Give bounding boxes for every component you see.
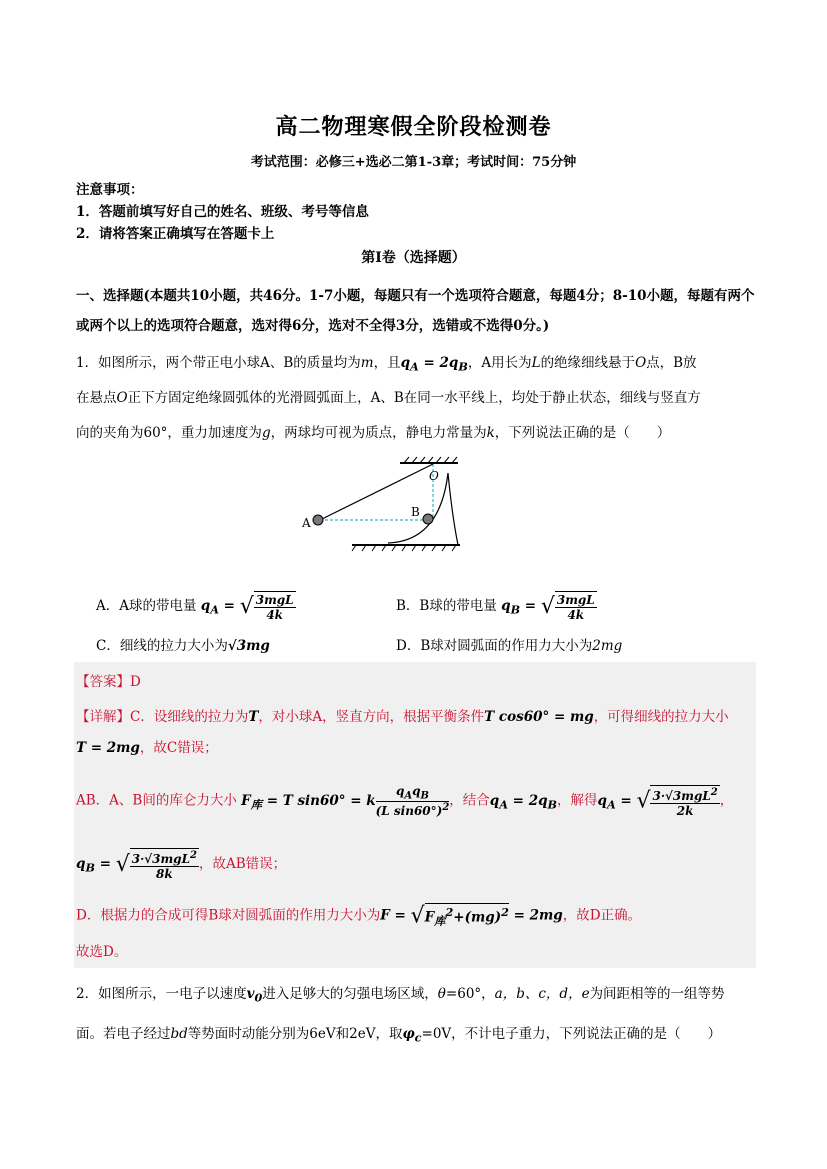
q1-line-2: 在悬点O正下方固定绝缘圆弧体的光滑圆弧面上，A、B在同一水平线上，均处于静止状态，细线与竖直方 — [76, 390, 701, 406]
q1-option-a[interactable]: A．A球的带电量 $q_A$ = √ $\frac{\text{3mgL}}{4k}$ — [96, 593, 294, 622]
note-item-1: 1．答题前填写好自己的姓名、班级、考号等信息 — [76, 204, 369, 220]
detail-line-ab2: $q_B$ = √ $\frac{3\cdot√3mgL^2}{8k}$ ，故AB错误； — [76, 850, 287, 881]
q2-line-2: 面。若电子经过bd等势面时动能分别为6eV和2eV，取$\varphi_c=0V$，不计电子重力，下列说法正确的是（ ） — [76, 1026, 722, 1045]
q1-option-d[interactable]: D．B球对圆弧面的作用力大小为2mg — [396, 638, 623, 654]
final-choice: 故选D。 — [76, 944, 128, 960]
note-item-2: 2．请将答案正确填写在答题卡上 — [76, 226, 275, 242]
q1-option-c[interactable]: C．细线的拉力大小为√3mg — [96, 638, 270, 654]
detail-line-d: D．根据力的合成可得B球对圆弧面的作用力大小为$F = √F_库^2+(mg)^2 = 2mg$，故D正确。 — [76, 903, 642, 929]
section-instructions: 一、选择题(本题共10小题，共46分。1-7小题，每题只有一个选项符合题意，每题4分；8-10小题，每题有两个或两个以上的选项符合题意，选对得6分，选对不全得3分，选错或不选得0分。) — [76, 288, 755, 334]
q1-option-b[interactable]: B．B球的带电量 $q_B$ = √ $\frac{\text{3mgL}}{4k}$ — [396, 593, 595, 622]
label-O: O — [429, 469, 439, 483]
label-A: A — [302, 516, 311, 530]
detail-line-c2: T = 2mg，故C错误； — [76, 740, 218, 756]
exam-scope: 考试范围：必修三+选必二第1-3章；考试时间：75分钟 — [250, 155, 577, 170]
section-heading: 第I卷（选择题） — [361, 250, 466, 266]
q1-diagram — [300, 455, 470, 555]
q2-line-1: 2．如图所示，一电子以速度$v_0$进入足够大的匀强电场区域，θ=60°，a，b、c，d，e为间距相等的一组等势 — [76, 986, 725, 1005]
q1-line-1: 1．如图所示，两个带正电小球A、B的质量均为m，且$q_A = 2q_B$，A用长为L的绝缘细线悬于O点，B放 — [76, 355, 697, 374]
detail-line-c: 【详解】C．设细线的拉力为T，对小球A，竖直方向，根据平衡条件T cos60° = mg，可得细线的拉力大小 — [76, 709, 729, 725]
q1-line-3: 向的夹角为60°，重力加速度为g，两球均可视为质点，静电力常量为k，下列说法正确的是（ ） — [76, 425, 671, 441]
answer-line: 【答案】D — [76, 674, 141, 690]
label-B: B — [411, 505, 420, 519]
notes-heading: 注意事项： — [76, 182, 144, 198]
detail-line-ab: AB．A、B间的库仑力大小 $F_库 = T$ sin60° = k $\frac{q_Aq_B}{(L \sin 60^\circ)^2}$ ，结合$q_A = 2q_B$，解得$q_A$ = √ $\frac{3\cdot√3mgL^2}{2k}$ ， — [76, 784, 734, 819]
page-title: 高二物理寒假全阶段检测卷 — [275, 115, 552, 140]
